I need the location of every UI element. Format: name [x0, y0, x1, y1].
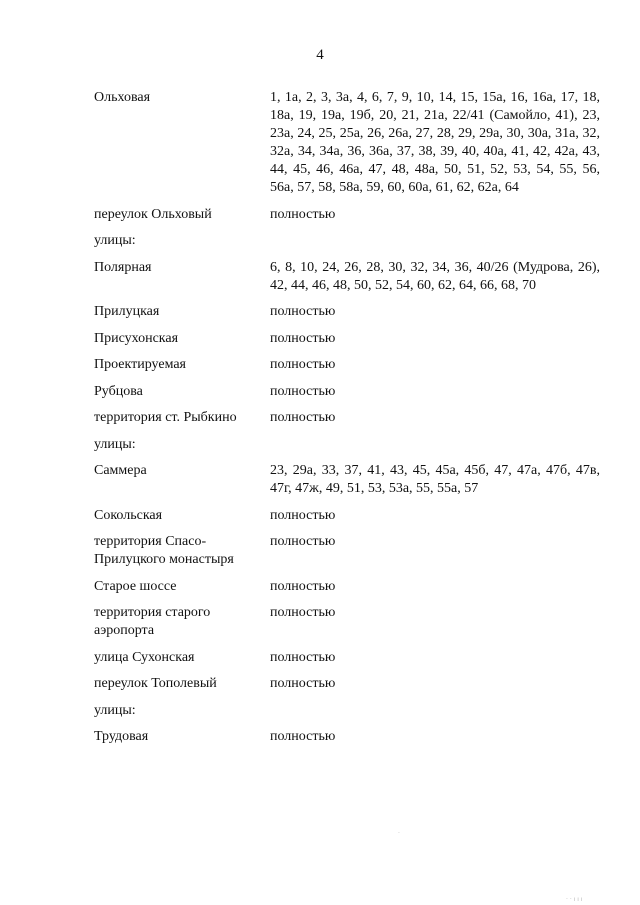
page-number: 4: [316, 47, 324, 63]
house-numbers: полностью: [270, 330, 336, 346]
street-name: Саммера: [94, 463, 147, 478]
address-row: [94, 330, 604, 348]
address-row: [94, 232, 604, 250]
address-row: [94, 409, 604, 427]
address-row: [94, 436, 604, 454]
address-row: [94, 206, 604, 224]
house-numbers: [270, 702, 600, 720]
house-numbers: полностью: [270, 676, 336, 691]
address-row: [94, 675, 604, 693]
street-name: территория старого аэропорта: [94, 605, 211, 638]
address-row: [94, 303, 604, 321]
street-name: Сокольская: [94, 507, 163, 523]
section-heading: улицы:: [94, 702, 136, 718]
house-numbers: [270, 436, 600, 454]
address-row: [94, 89, 604, 197]
house-numbers: полностью: [270, 206, 336, 222]
section-heading: улицы:: [94, 233, 136, 248]
house-numbers: полностью: [270, 605, 336, 620]
street-name: Полярная: [94, 259, 152, 275]
scan-speck: · · ı ı ı: [566, 896, 583, 903]
house-numbers: полностью: [270, 507, 336, 523]
street-name: Ольховая: [94, 90, 151, 105]
house-numbers: полностью: [270, 357, 336, 372]
street-name: Рубцова: [94, 383, 143, 399]
street-name: переулок Тополевый: [94, 676, 217, 691]
address-row: [94, 604, 604, 640]
address-row: [94, 578, 604, 596]
house-numbers: полностью: [270, 534, 336, 549]
house-numbers: 23, 29а, 33, 37, 41, 43, 45, 45а, 45б, 47, 47а, 47б, 47в, 47г, 47ж, 49, 51, 53, 53а, 55, 55а, 57: [270, 463, 600, 496]
street-name: территория ст. Рыбкино: [94, 410, 237, 425]
address-row: [94, 507, 604, 525]
address-row: [94, 533, 604, 569]
street-name: Старое шоссе: [94, 578, 177, 594]
house-numbers: полностью: [270, 649, 336, 665]
house-numbers: полностью: [270, 729, 336, 744]
street-name: территория Спасо-Прилуцкого монастыря: [94, 534, 234, 567]
street-name: Трудовая: [94, 729, 149, 744]
street-name: Прилуцкая: [94, 304, 160, 319]
address-row: [94, 702, 604, 720]
house-numbers: полностью: [270, 578, 336, 594]
street-name: переулок Ольховый: [94, 206, 212, 222]
scan-speck: .: [398, 828, 400, 835]
address-row: [94, 259, 604, 295]
house-numbers: полностью: [270, 304, 336, 319]
address-row: [94, 356, 604, 374]
house-numbers: полностью: [270, 383, 336, 399]
house-numbers: 1, 1а, 2, 3, 3а, 4, 6, 7, 9, 10, 14, 15, 15а, 16, 16а, 17, 18, 18а, 19, 19а, 19б, 20, 21, 21а, 22/41 (Самойло, 41), 23, 23а, 24, 25, 25а, 26, 26а, 27, 28, 29, 29а, 30, 30а, 31а, 32, 32а, 34, 34а, 36, 36а, 37, 38, 39, 40, 40а, 41, 42, 42а, 43, 44, 45, 46, 46а, 47, 48, 48а, 50, 51, 52, 53, 54, 55, 56, 56а, 57, 58, 58а, 59, 60, 60а, 61, 62, 62а, 64: [270, 90, 600, 195]
section-heading: улицы:: [94, 436, 136, 452]
address-row: [94, 649, 604, 667]
street-name: Проектируемая: [94, 357, 186, 372]
address-list: [94, 89, 604, 755]
address-row: [94, 383, 604, 401]
address-row: [94, 462, 604, 498]
house-numbers: 6, 8, 10, 24, 26, 28, 30, 32, 34, 36, 40/26 (Мудрова, 26), 42, 44, 46, 48, 50, 52, 54, 60, 62, 64, 66, 68, 70: [270, 259, 600, 293]
address-row: [94, 728, 604, 746]
house-numbers: [270, 232, 600, 250]
house-numbers: полностью: [270, 410, 336, 425]
street-name: Присухонская: [94, 330, 179, 346]
street-name: улица Сухонская: [94, 649, 195, 665]
